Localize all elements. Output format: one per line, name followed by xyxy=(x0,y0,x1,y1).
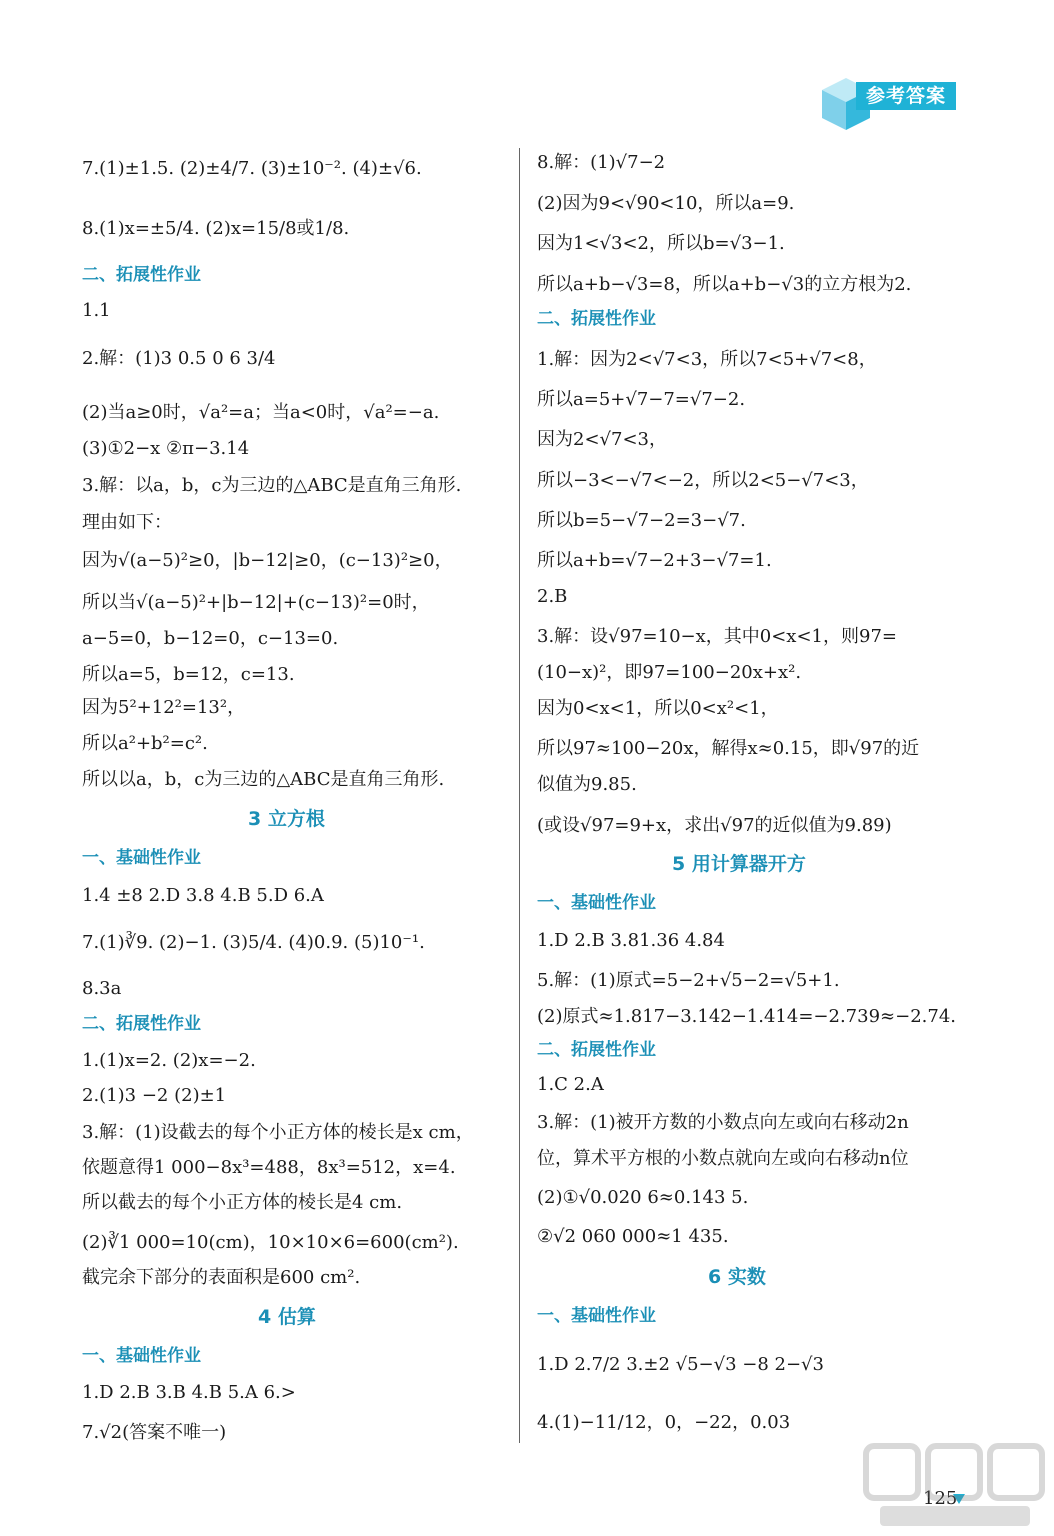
answer-line: 3.解：设√97=10−x，其中0<x<1，则97= xyxy=(537,626,897,647)
answer-line: 2.解：(1)3 0.5 0 6 3/4 xyxy=(82,348,276,369)
answer-line: (2)因为9<√90<10，所以a=9. xyxy=(537,193,795,214)
answer-line: 因为2<√7<3， xyxy=(537,429,667,450)
answer-line: 因为0<x<1，所以0<x²<1， xyxy=(537,698,779,719)
section-heading: 一、基础性作业 xyxy=(82,848,201,868)
answer-line: 所以以a，b，c为三边的△ABC是直角三角形. xyxy=(82,769,445,790)
answer-line: 1.D 2.B 3.B 4.B 5.A 6.> xyxy=(82,1382,296,1403)
answer-line: 1.4 ±8 2.D 3.8 4.B 5.D 6.A xyxy=(82,885,324,906)
section-heading: 一、基础性作业 xyxy=(537,1306,656,1326)
answer-line: 依题意得1 000−8x³=488，8x³=512，x=4. xyxy=(82,1157,456,1178)
answer-line: 8.(1)x=±5/4. (2)x=15/8或1/8. xyxy=(82,218,350,239)
answer-line: (2)原式≈1.817−3.142−1.414=−2.739≈−2.74. xyxy=(537,1006,956,1027)
section-heading: 二、拓展性作业 xyxy=(82,1014,201,1034)
answer-line: 因为1<√3<2，所以b=√3−1. xyxy=(537,233,785,254)
answer-line: 所以a+b=√7−2+3−√7=1. xyxy=(537,550,772,571)
answer-line: (2)①√0.020 6≈0.143 5. xyxy=(537,1187,749,1208)
answer-line: 因为√(a−5)²≥0，|b−12|≥0，(c−13)²≥0， xyxy=(82,550,453,571)
answer-line: 2.B xyxy=(537,586,568,607)
answer-line: 所以a=5，b=12，c=13. xyxy=(82,664,295,685)
answer-line: 所以−3<−√7<−2，所以2<5−√7<3， xyxy=(537,470,869,491)
answer-line: (10−x)²，即97=100−20x+x². xyxy=(537,662,802,683)
answer-line: 1.1 xyxy=(82,300,111,321)
lesson-title: 4 估算 xyxy=(258,1306,316,1328)
answer-line: 位，算术平方根的小数点就向左或向右移动n位 xyxy=(537,1148,909,1169)
header-badge xyxy=(818,72,958,144)
answer-line: (或设√97=9+x，求出√97的近似值为9.89) xyxy=(537,815,892,836)
answer-line: 2.(1)3 −2 (2)±1 xyxy=(82,1085,227,1106)
answer-line: 1.C 2.A xyxy=(537,1074,604,1095)
answer-line: 所以97≈100−20x，解得x≈0.15，即√97的近 xyxy=(537,738,920,759)
answer-line: 1.D 2.B 3.81.36 4.84 xyxy=(537,930,725,951)
answer-line: 所以b=5−√7−2=3−√7. xyxy=(537,510,746,531)
section-heading: 二、拓展性作业 xyxy=(82,265,201,285)
answer-line: 所以a=5+√7−7=√7−2. xyxy=(537,389,746,410)
answer-line: (3)①2−x ②π−3.14 xyxy=(82,438,250,459)
answer-line: 3.解：(1)被开方数的小数点向左或向右移动2n xyxy=(537,1112,909,1133)
answer-line: 所以当√(a−5)²+|b−12|+(c−13)²=0时， xyxy=(82,592,430,613)
lesson-title: 3 立方根 xyxy=(248,808,325,830)
answer-line: 3.解：(1)设截去的每个小正方体的棱长是x cm， xyxy=(82,1122,474,1143)
section-heading: 二、拓展性作业 xyxy=(537,1040,656,1060)
answer-line: 3.解：以a，b，c为三边的△ABC是直角三角形. xyxy=(82,475,462,496)
answer-line: 1.解：因为2<√7<3，所以7<5+√7<8， xyxy=(537,349,877,370)
answer-line: 8.解：(1)√7−2 xyxy=(537,152,666,173)
answer-line: ②√2 060 000≈1 435. xyxy=(537,1226,729,1247)
lesson-title: 6 实数 xyxy=(708,1266,766,1288)
answer-line: 7.(1)∛9. (2)−1. (3)5/4. (4)0.9. (5)10⁻¹. xyxy=(82,932,425,953)
answer-line: (2)∛1 000=10(cm)，10×10×6=600(cm²). xyxy=(82,1232,459,1253)
answer-line: 因为5²+12²=13²， xyxy=(82,697,246,718)
answer-line: (2)当a≥0时，√a²=a；当a<0时，√a²=−a. xyxy=(82,402,440,423)
answer-line: 所以a²+b²=c². xyxy=(82,733,208,754)
column-divider xyxy=(519,148,520,1443)
answer-line: 7.√2(答案不唯一) xyxy=(82,1422,227,1443)
answer-line: 5.解：(1)原式=5−2+√5−2=√5+1. xyxy=(537,970,840,991)
section-heading: 一、基础性作业 xyxy=(537,893,656,913)
answer-line: 所以a+b−√3=8，所以a+b−√3的立方根为2. xyxy=(537,274,912,295)
answer-line: 7.(1)±1.5. (2)±4/7. (3)±10⁻². (4)±√6. xyxy=(82,158,422,179)
section-heading: 二、拓展性作业 xyxy=(537,309,656,329)
answer-line: 似值为9.85. xyxy=(537,774,637,795)
watermark-logo xyxy=(860,1440,1050,1532)
answer-line: 4.(1)−11/12，0，−22，0.03 xyxy=(537,1412,791,1433)
answer-line: a−5=0，b−12=0，c−13=0. xyxy=(82,628,339,649)
answer-line: 所以截去的每个小正方体的棱长是4 cm. xyxy=(82,1192,403,1213)
answer-line: 8.3a xyxy=(82,978,122,999)
answer-key-label: 参考答案 xyxy=(856,82,956,110)
answer-line: 1.D 2.7/2 3.±2 √5−√3 −8 2−√3 xyxy=(537,1354,824,1375)
lesson-title: 5 用计算器开方 xyxy=(672,853,806,875)
page-number: 125 xyxy=(923,1488,958,1509)
section-heading: 一、基础性作业 xyxy=(82,1346,201,1366)
answer-line: 1.(1)x=2. (2)x=−2. xyxy=(82,1050,256,1071)
answer-line: 截完余下部分的表面积是600 cm². xyxy=(82,1267,361,1288)
answer-line: 理由如下： xyxy=(82,512,172,533)
